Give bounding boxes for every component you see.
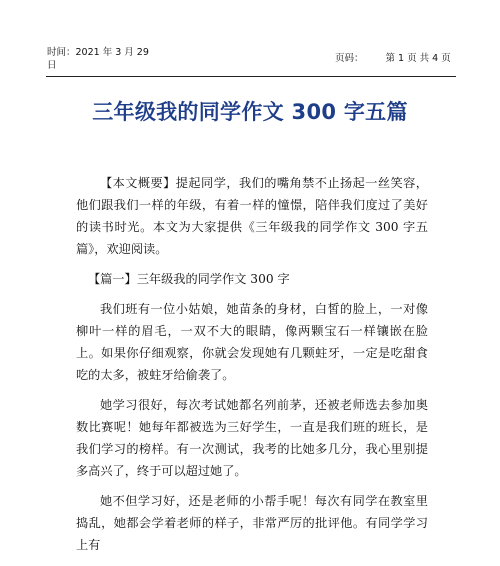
body-paragraph: 她学习很好，每次考试她都名列前茅，还被老师选去参加奥数比赛呢！她每年都被选为三好学生，一直是我们班的班长，是我们学习的榜样。有一次测试，我考的比她多几分，我心里别提多高兴了，终于可以超过她了。 [76,398,428,478]
document-body [76,172,428,564]
document-title: 三年级我的同学作文 300 字五篇 [92,100,408,124]
header-page-info [335,52,451,65]
section-heading: 【篇一】三年级我的同学作文 300 字 [88,272,290,286]
header-date: 时间：2021 年 3 月 29 日 [47,47,149,71]
body-paragraph: 我们班有一位小姑娘，她苗条的身材，白皙的脸上，一对像柳叶一样的眉毛，一双不大的眼睛，像两颗宝石一样镶嵌在脸上。如果你仔细观察，你就会发现她有几颗蛀牙，一定是吃甜食吃的太多，被蛀牙给偷袭了。 [76,302,428,382]
header-page-indicator: 第 1 页 共 4 页 [385,53,451,64]
body-paragraph: 她不但学习好，还是老师的小帮手呢！每次有同学在教室里捣乱，她都会学着老师的样子，非常严厉的批评他。有同学学习上有 [76,494,428,552]
header-page-label: 页码： [335,53,364,64]
header-divider [46,76,456,77]
summary-paragraph: 【本文概要】提起同学，我们的嘴角禁不止扬起一丝笑容，他们跟我们一样的年级，有着一样的憧憬，陪伴我们度过了美好的读书时光。本文为大家提供《三年级我的同学作文 300 字五篇》，欢迎阅读。 [76,176,428,256]
page-header [0,0,500,80]
